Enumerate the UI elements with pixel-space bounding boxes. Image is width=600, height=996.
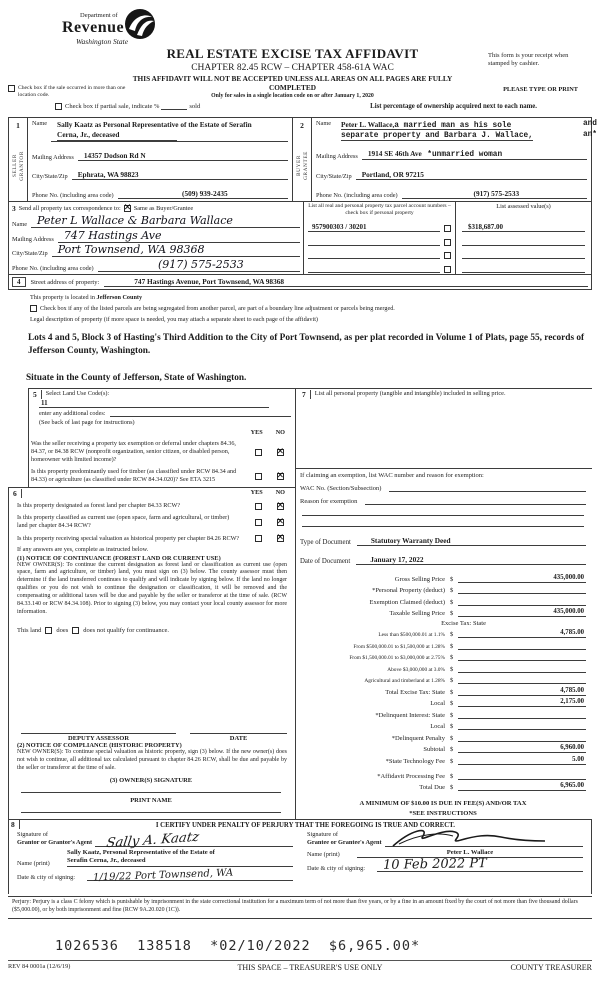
legal-description: Lots 4 and 5, Block 3 of Hasting's Third Addition to the City of Port Townsend, as per plat recorded in Volume 1 of Plats, page 55, records of Jefferson County, Washington. bbox=[28, 333, 585, 357]
partial-sale-percent-blank bbox=[161, 103, 187, 110]
buyer-mailing-label: Mailing Address bbox=[316, 153, 358, 161]
tax-row-tier2: From $500,000.01 to $1,500,000 at 1.28% $ bbox=[300, 641, 586, 650]
perjury-notice: Perjury: Perjury is a class C felony which is punishable by imprisonment in the state correctional institution for a maximum term of not more than five years, or by a fine in an amount fixed by the court of not more than five thousand dollars ($5,000.00), or by both imprisonment and fine (RCW 9A.20.020 (1C)). bbox=[8, 896, 592, 919]
dor-logo bbox=[62, 12, 172, 46]
grantee-name-print-value: Peter L. Wallace bbox=[357, 849, 583, 859]
please-type-or-print: PLEASE TYPE OR PRINT bbox=[503, 86, 578, 93]
sec5-question-1: Was the seller receiving a property tax exemption or deferral under chapters 84.36, 84.37, or 84.38 RCW (nonprofit organization, senior citizen, or disabled person, homeowner with limited income)? ✕ bbox=[31, 440, 291, 464]
reason-blank-3 bbox=[302, 516, 584, 527]
continuance-does-not-checkbox[interactable] bbox=[72, 627, 79, 634]
logo-washington-state: Washington State bbox=[76, 37, 129, 46]
county-treasurer-label: COUNTY TREASURER bbox=[510, 963, 592, 972]
sec3-mailing-value: 747 Hastings Ave bbox=[58, 229, 300, 243]
assessed-blank-3 bbox=[462, 258, 585, 259]
sec6-question-1: Is this property designated as forest land per chapter 84.33 RCW? ✕ bbox=[11, 502, 291, 510]
logo-revenue: Revenue bbox=[62, 19, 125, 36]
located-line: This property is located in Jefferson County bbox=[30, 294, 143, 301]
certify-statement: I CERTIFY UNDER PENALTY OF PERJURY THAT THE FOREGOING IS TRUE AND CORRECT. bbox=[155, 822, 455, 829]
additional-codes-blank bbox=[110, 410, 292, 417]
personal-property-box bbox=[296, 388, 592, 468]
parcel-box bbox=[304, 202, 456, 274]
sec6-q3-yes-checkbox[interactable] bbox=[255, 535, 262, 542]
sec6-question-3: Is this property receiving special valuation as historical property per chapter 84.26 RCW? ✕ bbox=[11, 535, 291, 543]
street-address-label: Street address of property: bbox=[30, 278, 100, 286]
sec8-number: 8 bbox=[9, 820, 20, 829]
assessed-blank-2 bbox=[462, 245, 585, 246]
sec3-name-value: Peter L Wallace & Barbara Wallace bbox=[31, 214, 300, 228]
right-column bbox=[296, 388, 592, 819]
sec3-phone-label: Phone No. (including area code) bbox=[12, 265, 94, 272]
parties-table bbox=[8, 117, 597, 290]
sec6-q3-no-checkbox[interactable] bbox=[277, 535, 284, 542]
sec3-mailing-label: Mailing Address bbox=[12, 235, 54, 243]
dor-swirl-icon bbox=[124, 8, 156, 40]
see-back-note: (See back of last page for instructions) bbox=[39, 419, 135, 426]
date-of-document-value: January 17, 2022 bbox=[356, 555, 586, 565]
tax-computation bbox=[296, 565, 592, 819]
buyer-city-value: Portland, OR 97215 bbox=[356, 170, 587, 180]
owners-signature-line bbox=[21, 792, 281, 793]
sec6-q2-yes-checkbox[interactable] bbox=[255, 519, 262, 526]
grantor-name-print-value: Sally Kaatz, Personal Representative of the Estate of Serafin Cerna, Jr., deceased bbox=[67, 849, 293, 867]
same-as-buyer-label: Same as Buyer/Grantee bbox=[133, 205, 194, 212]
sec3-phone-value: (917) 575-2533 bbox=[98, 258, 300, 272]
tax-row-delinquent-penalty: *Delinquent Penalty $ bbox=[300, 733, 586, 742]
sec4-number: 4 bbox=[12, 277, 26, 287]
continuance-does-checkbox[interactable] bbox=[45, 627, 52, 634]
sec3-label: Send all property tax correspondence to: bbox=[18, 205, 121, 212]
tax-row-state-tech-fee: *State Technology Fee $ 5.00 bbox=[385, 755, 584, 765]
logo-dept-of: Department of bbox=[80, 12, 118, 19]
seller-box-number: 1 bbox=[16, 121, 20, 130]
parcel-value: 957900303 / 30201 bbox=[308, 223, 440, 232]
title-block bbox=[115, 46, 470, 99]
segregated-checkbox[interactable] bbox=[30, 305, 37, 312]
seller-phone-label: Phone No. (including area code) bbox=[32, 191, 114, 199]
rev-number: REV 84 0001a (12/6/19) bbox=[8, 963, 71, 970]
tax-row-local: Local $ 2,175.00 bbox=[430, 698, 584, 708]
wac-label: WAC No. (Section/Subsection) bbox=[300, 485, 382, 493]
type-of-document-value: Statutory Warranty Deed bbox=[357, 536, 586, 546]
seller-name-label: Name bbox=[32, 120, 48, 127]
notice-continuance-title: (1) NOTICE OF CONTINUANCE (FOREST LAND OR CURRENT USE) bbox=[17, 554, 221, 562]
grantor-date-value: 1/19/22 Port Townsend, WA bbox=[92, 867, 234, 884]
sec5-q2-yes-checkbox[interactable] bbox=[255, 473, 262, 480]
same-as-buyer-checkbox[interactable] bbox=[124, 205, 131, 212]
section4-notes bbox=[30, 292, 590, 325]
reason-blank-2 bbox=[302, 505, 584, 516]
sec3-number: 3 bbox=[12, 204, 16, 213]
tax-row-personal-deduct: *Personal Property (deduct) $ bbox=[300, 585, 586, 594]
tax-row-taxable: Taxable Selling Price $ 435,000.00 bbox=[389, 608, 584, 618]
land-use-box bbox=[28, 388, 295, 487]
street-address-value: 747 Hastings Avenue, Port Townsend, WA 98368 bbox=[104, 277, 588, 287]
tax-row-total-state: Total Excise Tax: State $ 4,785.00 bbox=[385, 686, 584, 696]
minimum-fee-note: A MINIMUM OF $10.00 IS DUE IN FEE(S) AND/OR TAX *SEE INSTRUCTIONS bbox=[359, 800, 527, 818]
parcel-blank-4 bbox=[308, 272, 440, 273]
buyer-box bbox=[293, 118, 597, 201]
notice-compliance-body: NEW OWNER(S): To continue special valuation as historic property, sign (3) below. If the new owner(s) does not wish to continue, all additional tax calculated pursuant to chapter 84.26 RCW, shall be due and payable by the seller or transferor at the time of sale. bbox=[17, 749, 287, 772]
exemption-area bbox=[296, 468, 592, 527]
notice-compliance-title: (2) NOTICE OF COMPLIANCE (HISTORIC PROPERTY) bbox=[17, 742, 182, 750]
assessed-header: List assessed value(s) bbox=[496, 203, 551, 210]
tax-row-subtotal: Subtotal $ 6,960.00 bbox=[423, 744, 584, 754]
sec6-number: 6 bbox=[11, 489, 22, 498]
reason-label: Reason for exemption bbox=[300, 498, 358, 506]
buyer-grantee-vertical-label: BUYER GRANTEE bbox=[295, 151, 309, 180]
seller-mailing-label: Mailing Address bbox=[32, 153, 74, 161]
seller-grantor-vertical-label: SELLER GRANTOR bbox=[11, 150, 25, 181]
grantor-date-line bbox=[87, 867, 293, 884]
excise-tax-header: Excise Tax: State bbox=[441, 619, 486, 627]
buyer-name-overflow-2: an* bbox=[582, 131, 597, 139]
notice-continuance-body: NEW OWNER(S): To continue the current designation as forest land or classification as current use (open space, farm and agriculture, or timber) land, you must sign on (3) below. The county assessor must then determine if the land transferred continues to qualify and will indicate by signing below. If the land no longer qualifies or you do not wish to continue the designation or classification, it will be removed and the compensating or additional taxes will be due and payable by the seller or transferor at the time of sale. (RCW 84.33.140 or RCW 84.34.108). Prior to signing (3) below, you may contact your local county assessor for more information. bbox=[17, 561, 287, 615]
treasurer-space-label: THIS SPACE – TREASURER'S USE ONLY bbox=[237, 963, 383, 972]
form-footer bbox=[8, 960, 592, 972]
buyer-name-overflow-1: and bbox=[582, 120, 597, 128]
multi-location-checkbox[interactable] bbox=[8, 85, 15, 92]
parcel-personal-checkbox-1[interactable] bbox=[444, 225, 451, 232]
grantor-date-label: Date & city of signing: bbox=[17, 873, 76, 881]
buyer-unmarried-note: *unmarried woman bbox=[427, 151, 503, 160]
sec6-q1-no-checkbox[interactable] bbox=[277, 503, 284, 510]
deputy-date-label: DATE bbox=[190, 733, 287, 742]
if-yes-note: If any answers are yes, complete as instructed below. bbox=[17, 545, 149, 553]
sec5-yes-header: YES bbox=[250, 429, 263, 436]
sec5-question-2: Is this property predominantly used for timber (as classified under RCW 84.34 and 84.33) or agriculture (as classified under RCW 84.34.020)? See ETA 3215 ✕ bbox=[31, 468, 291, 484]
continuance-line: This land does does not qualify for continuance. bbox=[17, 626, 170, 634]
parcel-personal-checkbox-2[interactable] bbox=[444, 239, 451, 246]
grantee-name-print-label: Name (print) bbox=[307, 851, 340, 859]
warning-line: THIS AFFIDAVIT WILL NOT BE ACCEPTED UNLESS ALL AREAS ON ALL PAGES ARE FULLY COMPLETED bbox=[132, 74, 453, 92]
buyer-mailing-value: 1914 SE 46th Ave *unmarried woman bbox=[362, 149, 587, 160]
additional-codes-label: enter any additional codes: bbox=[39, 410, 106, 417]
partial-sale-label: Check box if partial sale, indicate % bbox=[65, 103, 160, 110]
tax-row-agricultural: Agricultural and timberland at 1.28% $ bbox=[300, 675, 586, 684]
single-location-line: Only for sales in a single location code on or after January 1, 2020 bbox=[211, 93, 374, 99]
grantee-date-label: Date & city of signing: bbox=[307, 865, 366, 873]
receipt-note: This form is your receipt when stamped by cashier. bbox=[488, 52, 569, 68]
form-title: REAL ESTATE EXCISE TAX AFFIDAVIT bbox=[166, 46, 419, 61]
certification-section bbox=[8, 820, 592, 894]
legal-label-line: Legal description of property (if more space is needed, you may attach a separate sheet to each page of the affidavit) bbox=[30, 316, 318, 324]
partial-sale-sold: sold bbox=[189, 103, 201, 110]
date-of-document-row bbox=[296, 555, 592, 565]
parcel-personal-checkbox-4[interactable] bbox=[444, 266, 451, 273]
seller-phone-value: (509) 939-2435 bbox=[118, 189, 288, 199]
sec5-q1-yes-checkbox[interactable] bbox=[255, 449, 262, 456]
sec5-no-header: NO bbox=[275, 429, 285, 436]
tax-row-tier3: From $1,500,000.01 to $3,000,000 at 2.75% $ bbox=[300, 652, 586, 661]
partial-sale-row bbox=[55, 103, 592, 110]
grantee-signature-line bbox=[385, 833, 583, 847]
deputy-assessor-lines bbox=[21, 733, 287, 742]
ownership-note: List percentage of ownership acquired next to each name. bbox=[370, 103, 537, 110]
sec6-question-2: Is this property classified as current use (open space, farm and agricultural, or timber) land per chapter 84.34 RCW? ✕ bbox=[11, 514, 291, 530]
buyer-phone-value: (917) 575-2533 bbox=[402, 189, 587, 199]
seller-city-label: City/State/Zip bbox=[32, 172, 68, 180]
buyer-box-number: 2 bbox=[300, 121, 304, 130]
buyer-name-label: Name bbox=[316, 120, 332, 127]
type-of-document-row bbox=[296, 536, 592, 546]
tax-row-tier1: Less than $500,000.01 at 1.1% $ 4,785.00 bbox=[378, 629, 584, 639]
land-use-code-value: 11 bbox=[39, 399, 269, 408]
sec5-number: 5 bbox=[31, 390, 42, 399]
personal-property-title: List all personal property (tangible and intangible) included in selling price. bbox=[314, 390, 506, 397]
tax-row-affidavit-fee: *Affidavit Processing Fee $ bbox=[300, 771, 586, 780]
assessed-box bbox=[456, 202, 591, 274]
wac-blank bbox=[389, 484, 586, 492]
seller-city-value: Ephrata, WA 98823 bbox=[72, 170, 288, 180]
exemption-header: If claiming an exemption, list WAC number and reason for exemption: bbox=[300, 472, 484, 480]
parcel-blank-2 bbox=[308, 245, 440, 246]
tax-row-delinquent-interest-local: Local $ bbox=[300, 721, 586, 730]
grantor-signature: Sally A. Kaatz bbox=[105, 829, 201, 851]
sec6-no-header: NO bbox=[275, 489, 285, 497]
sec3-name-label: Name bbox=[12, 220, 28, 228]
buyer-city-label: City/State/Zip bbox=[316, 172, 352, 180]
sec5-q1-no-checkbox[interactable] bbox=[277, 449, 284, 456]
left-column bbox=[8, 388, 296, 819]
street-address-row bbox=[9, 274, 591, 289]
parcel-personal-checkbox-3[interactable] bbox=[444, 252, 451, 259]
date-of-document-label: Date of Document bbox=[300, 558, 351, 566]
assessed-value: $318,687.00 bbox=[462, 223, 585, 232]
grantor-signature-line bbox=[95, 829, 293, 851]
form-header bbox=[0, 0, 600, 110]
tax-row-gross: Gross Selling Price $ 435,000.00 bbox=[394, 573, 584, 583]
correspondence-box bbox=[9, 202, 304, 274]
grantee-date-value: 10 Feb 2022 PT bbox=[382, 856, 487, 874]
tax-row-total-due: Total Due $ 6,965.00 bbox=[419, 782, 584, 792]
buyer-name-value: Peter L. Wallace,a married man as his sole separate property and Barbara J. Wallace, bbox=[341, 120, 533, 140]
reason-blank bbox=[365, 497, 586, 505]
tax-row-tier4: Above $3,000,000 at 3.0% $ bbox=[300, 664, 586, 673]
grantor-signature-block bbox=[13, 829, 297, 884]
sec7-number: 7 bbox=[300, 390, 311, 399]
tax-row-exemption-deduct: Exemption Claimed (deduct) $ bbox=[300, 597, 586, 606]
tax-row-delinquent-interest-state: *Delinquent Interest: State $ bbox=[300, 710, 586, 719]
grantee-date-line bbox=[377, 856, 583, 874]
grantor-name-print-label: Name (print) bbox=[17, 859, 50, 867]
chapter-line: CHAPTER 82.45 RCW – CHAPTER 458-61A WAC bbox=[191, 63, 394, 73]
seller-box bbox=[9, 118, 293, 201]
sec6-q2-no-checkbox[interactable] bbox=[277, 519, 284, 526]
partial-sale-checkbox[interactable] bbox=[55, 103, 62, 110]
sec3-city-label: City/State/Zip bbox=[12, 250, 48, 258]
seller-name-value: Sally Kaatz as Personal Representative of the Estate of Serafin Cerna, Jr., deceased bbox=[51, 120, 288, 142]
sec3-city-value: Port Townsend, WA 98368 bbox=[52, 243, 300, 257]
forest-land-box bbox=[8, 487, 295, 819]
owners-signature-label: (3) OWNER(S) SIGNATURE bbox=[109, 777, 193, 784]
type-of-document-label: Type of Document bbox=[300, 539, 351, 547]
parcel-header: List all real and personal property tax parcel account numbers – check box if personal property bbox=[308, 203, 451, 216]
parcel-blank-3 bbox=[308, 258, 440, 259]
cashier-stamp: 1026536 138518 *02/10/2022 $6,965.00* bbox=[55, 938, 421, 954]
sec6-q1-yes-checkbox[interactable] bbox=[255, 503, 262, 510]
details-block bbox=[8, 388, 592, 820]
grantee-sig-label: Signature of Grantee or Grantee's Agent bbox=[307, 831, 382, 846]
grantor-sig-label: Signature of Grantor or Grantor's Agent bbox=[17, 831, 93, 846]
segregated-line: Check box if any of the listed parcels are being segregated from another parcel, are part of a boundary line adjustment or parcels being merged. bbox=[30, 303, 590, 314]
situate-line: Situate in the County of Jefferson, State of Washington. bbox=[26, 373, 247, 383]
print-name-line bbox=[21, 812, 281, 813]
sec5-q2-no-checkbox[interactable] bbox=[277, 473, 284, 480]
land-use-title: Select Land Use Code(s): bbox=[45, 390, 110, 397]
multi-location-note: Check box if the sale occurred in more than one location code. bbox=[8, 85, 138, 99]
seller-mailing-value: 14357 Dodson Rd N bbox=[78, 151, 288, 161]
print-name-label: PRINT NAME bbox=[130, 797, 172, 804]
sec6-yes-header: YES bbox=[250, 489, 263, 497]
grantee-signature-scribble bbox=[389, 828, 549, 850]
grantee-signature-block bbox=[297, 831, 587, 881]
buyer-phone-label: Phone No. (including area code) bbox=[316, 191, 398, 199]
assessed-blank-4 bbox=[462, 272, 585, 273]
deputy-assessor-label: DEPUTY ASSESSOR bbox=[21, 733, 176, 742]
